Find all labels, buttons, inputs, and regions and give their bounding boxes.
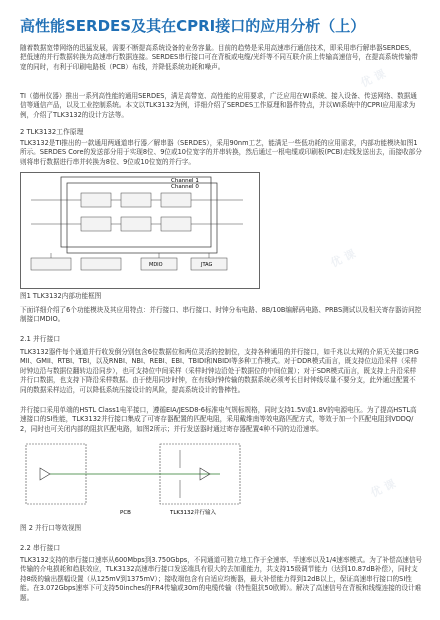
- jtag-label: JTAG: [201, 262, 213, 268]
- watermark: 优 课: [368, 477, 398, 500]
- section-heading-parallel-interface: 2.1 并行接口: [20, 335, 61, 343]
- page-title: 高性能SERDES及其在CPRI接口的应用分析（上）: [20, 17, 366, 35]
- equivalent-circuit-svg: [20, 440, 245, 518]
- channel-0-label: Channel 0: [171, 184, 199, 190]
- watermark: 优 课: [328, 247, 358, 270]
- figure-2-input-label: TLK3132并行输入: [170, 510, 217, 516]
- mdio-label: MDIO: [149, 262, 163, 268]
- channel-1-label: Channel 1: [171, 178, 199, 184]
- figure-1-caption: 图1 TLK3132内部功能框图: [20, 292, 102, 300]
- figure-2-pcb-label: PCB: [120, 510, 131, 516]
- section-heading-working-principle: 2 TLK3132工作原理: [20, 128, 84, 136]
- section3-paragraph-1: TLK3132支持的串行接口速率从600Mbps到3.750Gbps，不同通道可独立地工作于全速率、半速率以及1/4速率模式。为了补偿高速信号传输的介电损耗和趋肤效应，TLK3132高速串行接口发送端具有很大的去加重能力，共支持15级调节能力（达到10.87dB补偿），同时支持8级的输出摆幅设置（从125mV到1375mV）；接收端包含有自适应均衡器，最大补偿能力得到12dB以上，保证高速串行接口的SI性能。在3.072Gbps速率下可支持50inches的FR4传输或30m的电缆传输（特性阻抗50欧姆）。解决了高速信号在背板和线缆连接的设计难题。: [20, 556, 423, 602]
- intro-paragraph-1: 随着数据宽带网络的迅猛发展，需要不断提高系统设备的业务容量。目前的趋势是采用高速串行通信技术，即采用串行解串器SERDES，把低速的并行数据转换为高速串行数据连接。SERDES串行接口可在背板或电缆/光纤等不同互联介质上传输高速信号，在提高系统传输带宽的同时，有利于印刷电路板（PCB）布线，并降低系统功耗和噪声。: [20, 44, 418, 71]
- intro-paragraph-2: TI（德州仪器）推出一系列高性能的通用SERDES，满足高带宽、高性能的应用要求，广泛应用在WI系统、接入设备、传送网络、数据通信等通信产品，以及工业控制系统。本文以TLK3132为例，详细介绍了SERDES工作原理和器件特点，并以WI系统中的CPRI应用需求为例，介绍了TLK3132的设计方法等。: [20, 92, 417, 119]
- block-diagram-svg: [21, 173, 259, 288]
- section-heading-serial-interface: 2.2 串行接口: [20, 544, 61, 552]
- figure-2-caption: 图 2 并行口等效视图: [20, 524, 82, 532]
- section2-paragraph-1: TLK3132器件每个通道并行收发倒分别包含6位数据位和两位灵活的控制位，支持各种通用的并行接口，如千兆以太网的介质无关接口RGMII、GMII、RTBI、TBI，以及RNBI、NBI、REBI、EBI、TBIDI和NBIDI等多种工作模式。对于DDR模式而言，既支持位边沿采样（采样时钟边沿与数据位翻转边沿同步），也可支持位中间采样（采样时钟边沿处于数据位的中间位置）；对于SDR模式而言，既支持上升沿采样并行口数据，也支持下降沿采样数据。由于使用同步时钟，在有线时钟传输的数据系统必须考长目时钟线尽量不要分支，此外通过配置不同的数据采样边沿，可以降低系统压接设计的风险，提高系统设计的鲁棒性。: [20, 348, 419, 394]
- watermark: 优 课: [358, 67, 388, 90]
- figure-2-equivalent-view: [20, 440, 245, 518]
- section1-paragraph-2: 下面详细介绍了6个功能模块及其应用特点：并行接口、串行接口、时钟分布电路、8B/10B编解码电路、PRBS测试以及相关寄存器访问控制接口MDIO。: [20, 306, 422, 324]
- figure-1-block-diagram: [20, 172, 260, 289]
- section2-paragraph-2: 并行接口采用单端的HSTL Class1电平接口，遵循EIA/JESD8-6标准电气规标规格，同时支持1.5V或1.8V的电源电压。为了提高HSTL高速接口的SI性能，TLK3132并行接口集成了可寄存器配置的匹配电阻，采用戴维南等效电路匹配方式，等效于加一个匹配电阻到VDDQ/2，同时也可关闭内部的阻抗匹配电路，如图2所示；并行发送器时通过寄存器配置4种不同的边沿速率。: [20, 406, 417, 433]
- section1-paragraph: TLK3132是TI推出的一款通用两通道串行器／解串器（SERDES），采用90nm工艺，能满足一些低功耗的应用需求，内部功能模块如图1所示。SERDES Core的发送部分用于实现8位、9位或10位宽字的并串转换，然后通过一根电缆或印刷板(PCB)走线发送出去，而接收部分则将串行数据进行串并转换为8位、9位或10位宽的并行字。: [20, 139, 422, 166]
